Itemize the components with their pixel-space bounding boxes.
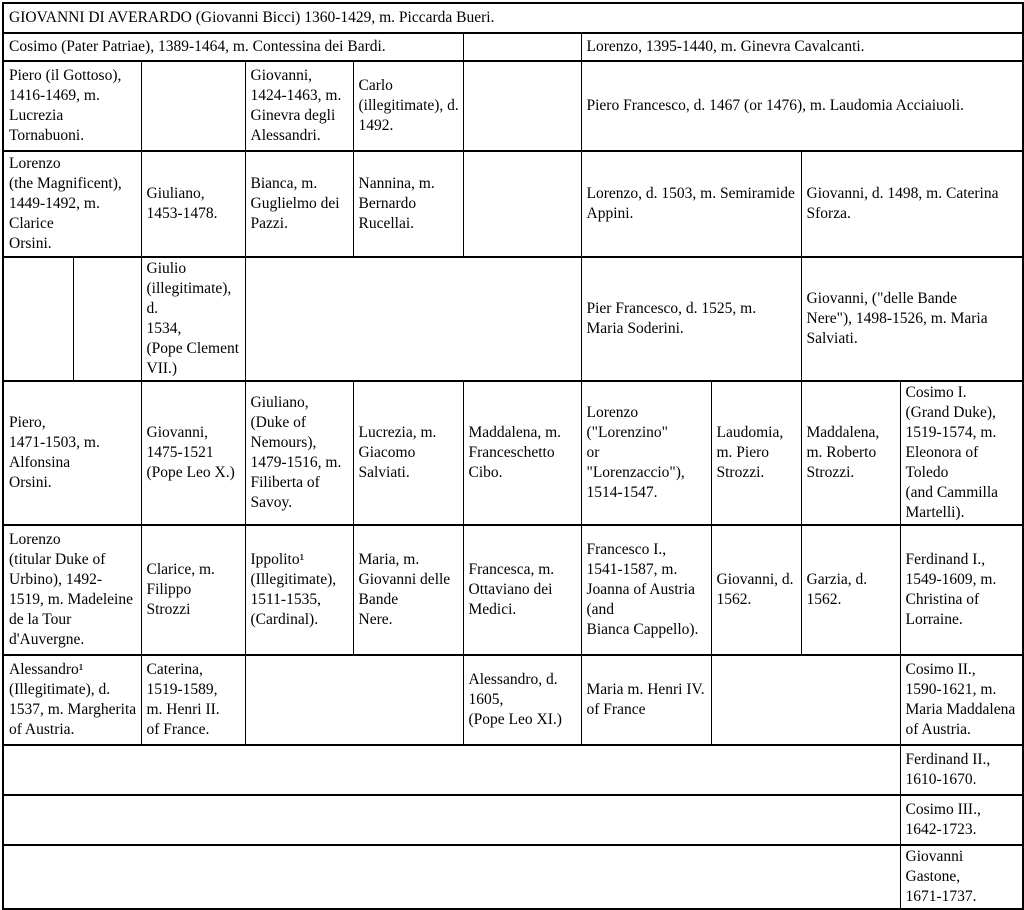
cell-maria-bande-nere: Maria, m. Giovanni delle Bande Nere. xyxy=(353,525,463,655)
generation-row-7 xyxy=(3,525,1023,655)
cell-francesca-medici: Francesca, m. Ottaviano dei Medici. xyxy=(463,525,581,655)
cell-lorenzo-duke-of-urbino: Lorenzo (titular Duke of Urbino), 1492- 1519, m. Madeleine de la Tour d'Auvergne. xyxy=(3,525,141,655)
cell-cosimo-iii: Cosimo III., 1642-1723. xyxy=(900,795,1023,845)
cell-caterina-henri-ii: Caterina, 1519-1589, m. Henri II. of France. xyxy=(141,655,245,745)
cell-lorenzo-lorenzino: Lorenzo ("Lorenzino" or "Lorenzaccio"), 1514-1547. xyxy=(581,381,711,525)
cell-clarice-strozzi: Clarice, m. Filippo Strozzi xyxy=(141,525,245,655)
empty-cell xyxy=(141,61,245,151)
empty-cell xyxy=(711,655,900,745)
empty-cell xyxy=(463,151,581,257)
empty-cell xyxy=(73,257,141,381)
cell-carlo-illegitimate: Carlo (illegitimate), d. 1492. xyxy=(353,61,463,151)
cell-pier-francesco-d-1525: Pier Francesco, d. 1525, m. Maria Soderini. xyxy=(581,257,801,381)
empty-cell xyxy=(245,257,581,381)
cell-giuliano-1453: Giuliano, 1453-1478. xyxy=(141,151,245,257)
generation-row-4 xyxy=(3,151,1023,257)
cell-cosimo-pater-patriae: Cosimo (Pater Patriae), 1389-1464, m. Contessina dei Bardi. xyxy=(3,33,463,61)
empty-cell xyxy=(463,33,581,61)
generation-row-9 xyxy=(3,745,1023,795)
cell-giovanni-d-1498: Giovanni, d. 1498, m. Caterina Sforza. xyxy=(801,151,1023,257)
cell-alessandro-illegitimate: Alessandro¹ (Illegitimate), d. 1537, m. Margherita of Austria. xyxy=(3,655,141,745)
cell-maddalena-cibo: Maddalena, m. Franceschetto Cibo. xyxy=(463,381,581,525)
empty-cell xyxy=(3,257,73,381)
cell-nannina: Nannina, m. Bernardo Rucellai. xyxy=(353,151,463,257)
cell-piero-francesco: Piero Francesco, d. 1467 (or 1476), m. Laudomia Acciaiuoli. xyxy=(581,61,1023,151)
cell-lorenzo-1395: Lorenzo, 1395-1440, m. Ginevra Cavalcanti. xyxy=(581,33,1023,61)
cell-lorenzo-the-magnificent: Lorenzo (the Magnificent), 1449-1492, m. Clarice Orsini. xyxy=(3,151,141,257)
cell-bianca: Bianca, m. Guglielmo dei Pazzi. xyxy=(245,151,353,257)
medici-family-tree-table xyxy=(2,2,1024,910)
cell-giovanni-d-1562: Giovanni, d. 1562. xyxy=(711,525,801,655)
cell-ippolito-cardinal: Ippolito¹ (Illegitimate), 1511-1535, (Cardinal). xyxy=(245,525,353,655)
cell-lorenzo-d-1503: Lorenzo, d. 1503, m. Semiramide Appini. xyxy=(581,151,801,257)
cell-giovanni-delle-bande-nere: Giovanni, ("delle Bande Nere"), 1498-1526, m. Maria Salviati. xyxy=(801,257,1023,381)
cell-piero-1471: Piero, 1471-1503, m. Alfonsina Orsini. xyxy=(3,381,141,525)
generation-row-11 xyxy=(3,845,1023,909)
cell-cosimo-ii: Cosimo II., 1590-1621, m. Maria Maddalena of Austria. xyxy=(900,655,1023,745)
cell-laudomia-strozzi: Laudomia, m. Piero Strozzi. xyxy=(711,381,801,525)
cell-giovanni-gastone: Giovanni Gastone, 1671-1737. xyxy=(900,845,1023,909)
cell-maddalena-strozzi: Maddalena, m. Roberto Strozzi. xyxy=(801,381,900,525)
cell-giovanni-pope-leo-x: Giovanni, 1475-1521 (Pope Leo X.) xyxy=(141,381,245,525)
generation-row-10 xyxy=(3,795,1023,845)
empty-cell xyxy=(245,655,463,745)
empty-cell xyxy=(3,745,900,795)
cell-maria-henri-iv: Maria m. Henri IV. of France xyxy=(581,655,711,745)
cell-lucrezia-salviati: Lucrezia, m. Giacomo Salviati. xyxy=(353,381,463,525)
cell-giulio-pope-clement-vii: Giulio (illegitimate), d. 1534, (Pope Clement VII.) xyxy=(141,257,245,381)
empty-cell xyxy=(3,795,900,845)
cell-giovanni-1424: Giovanni, 1424-1463, m. Ginevra degli Alessandri. xyxy=(245,61,353,151)
cell-giovanni-di-averardo: GIOVANNI DI AVERARDO (Giovanni Bicci) 1360-1429, m. Piccarda Bueri. xyxy=(3,3,1023,33)
cell-piero-il-gottoso: Piero (il Gottoso), 1416-1469, m. Lucrezia Tornabuoni. xyxy=(3,61,141,151)
generation-row-3 xyxy=(3,61,1023,151)
empty-cell xyxy=(3,845,900,909)
cell-cosimo-i-grand-duke: Cosimo I. (Grand Duke), 1519-1574, m. Eleonora of Toledo (and Cammilla Martelli). xyxy=(900,381,1023,525)
generation-row-2 xyxy=(3,33,1023,61)
cell-ferdinand-i: Ferdinand I., 1549-1609, m. Christina of Lorraine. xyxy=(900,525,1023,655)
generation-row-1 xyxy=(3,3,1023,33)
cell-garzia-d-1562: Garzia, d. 1562. xyxy=(801,525,900,655)
cell-giuliano-duke-of-nemours: Giuliano, (Duke of Nemours), 1479-1516, m. Filiberta of Savoy. xyxy=(245,381,353,525)
cell-francesco-i: Francesco I., 1541-1587, m. Joanna of Austria (and Bianca Cappello). xyxy=(581,525,711,655)
cell-ferdinand-ii: Ferdinand II., 1610-1670. xyxy=(900,745,1023,795)
generation-row-6 xyxy=(3,381,1023,525)
empty-cell xyxy=(463,61,581,151)
generation-row-5 xyxy=(3,257,1023,381)
generation-row-8 xyxy=(3,655,1023,745)
cell-alessandro-pope-leo-xi: Alessandro, d. 1605, (Pope Leo XI.) xyxy=(463,655,581,745)
